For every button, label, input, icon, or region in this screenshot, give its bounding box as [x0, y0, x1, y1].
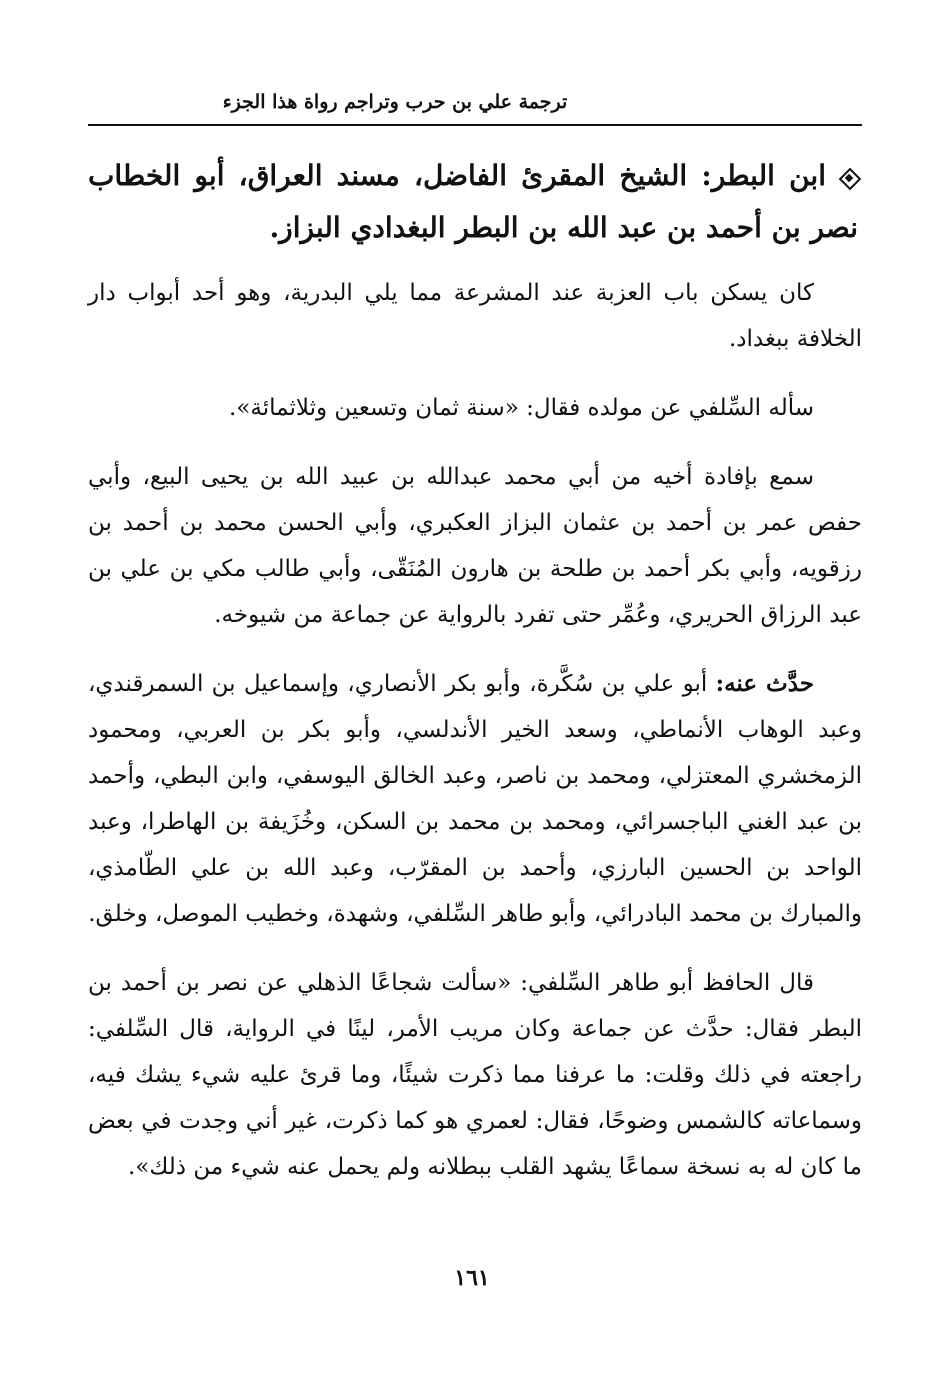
entry-heading-text: ابن البطر: الشيخ المقرئ الفاضل، مسند العراق، أبو الخطاب نصر بن أحمد بن عبد الله بن البطر البغدادي البزاز.	[88, 159, 858, 244]
book-page	[88, 88, 862, 1213]
paragraph-assessment: قال الحافظ أبو طاهر السِّلفي: «سألت شجاعًا الذهلي عن نصر بن أحمد بن البطر فقال: حدَّث عن جماعة وكان مريب الأمر، لينًا في الرواية، قال السِّلفي: راجعته في ذلك وقلت: ما عرفنا مما ذكرت شيئًا، وما قرئ عليه شيء يشك فيه، وسماعاته كالشمس وضوحًا، فقال: لعمري هو كما ذكرت، غير أني وجدت في بعض ما كان له به نسخة سماعًا يشهد القلب ببطلانه ولم يحمل عنه شيء من ذلك».	[88, 970, 862, 1180]
page-number: ١٦١	[454, 1265, 490, 1291]
paragraph-teachers: سمع بإفادة أخيه من أبي محمد عبدالله بن عبيد الله بن يحيى البيع، وأبي حفص عمر بن أحمد بن عثمان البزاز العكبري، وأبي الحسن محمد بن أحمد بن رزقويه، وأبي بكر أحمد بن طلحة بن هارون المُنَقّى، وأبي طالب مكي بن علي بن عبد الرزاق الحريري، وعُمِّر حتى تفرد بالرواية عن جماعة من شيوخه.	[88, 464, 862, 628]
paragraph-birth: سأله السِّلفي عن مولده فقال: «سنة ثمان وتسعين وثلاثمائة».	[229, 395, 814, 421]
paragraph-residence: كان يسكن باب العزبة عند المشرعة مما يلي البدرية، وهو أحد أبواب دار الخلافة ببغداد.	[88, 280, 862, 352]
students-list-text: أبو علي بن سُكَّرة، وأبو بكر الأنصاري، وإسماعيل بن السمرقندي، وعبد الوهاب الأنماطي، وسعد الخير الأندلسي، وأبو بكر بن العربي، ومحمود الزمخشري المعتزلي، ومحمد بن ناصر، وعبد الخالق اليوسفي، وابن البطي، وأحمد بن عبد الغني الباجسرائي، ومحمد بن محمد بن السكن، وخُزَيفة بن الهاطرا، وعبد الواحد بن الحسين البارزي، وأحمد بن المقرّب، وعبد الله بن علي الطّامذي، والمبارك بن محمد البادرائي، وأبو طاهر السِّلفي، وشهدة، وخطيب الموصل، وخلق.	[88, 671, 862, 927]
diamond-bullet-icon	[840, 169, 858, 187]
header-divider	[88, 124, 862, 126]
paragraph-students	[88, 661, 862, 937]
running-header: ترجمة علي بن حرب وتراجم رواة هذا الجزء	[222, 91, 568, 113]
students-lead-label: حدَّث عنه:	[715, 670, 814, 697]
entry-heading	[88, 150, 862, 254]
